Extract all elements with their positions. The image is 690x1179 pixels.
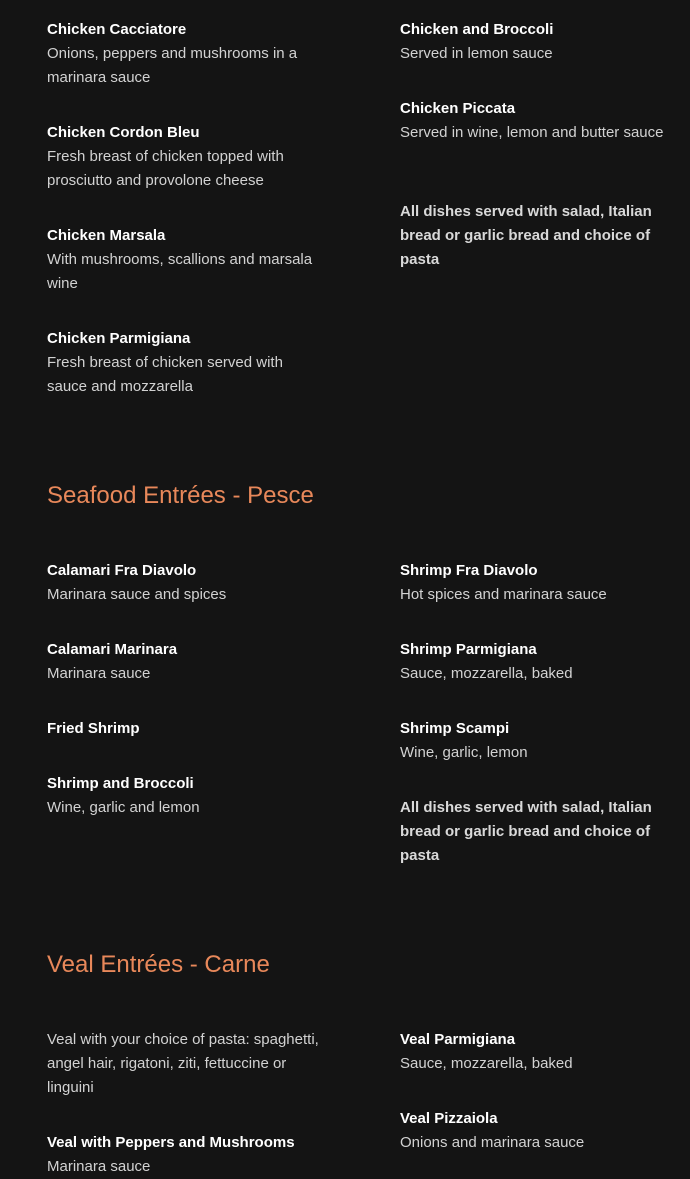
menu-item-desc: Sauce, mozzarella, baked — [400, 1055, 573, 1072]
menu-item-desc: Wine, garlic and lemon — [47, 799, 200, 816]
menu-item-desc: Sauce, mozzarella, baked — [400, 665, 573, 682]
menu-item — [47, 559, 322, 607]
menu-item-name: Shrimp Parmigiana — [400, 641, 537, 658]
menu-item-name: Shrimp Fra Diavolo — [400, 562, 538, 579]
veal-pasta-intro: Veal with your choice of pasta: spaghetti, angel hair, rigatoni, ziti, fettuccine or linguini — [47, 1031, 319, 1096]
section-title: Seafood Entrées - Pesce — [47, 482, 314, 509]
menu-item — [400, 97, 665, 145]
menu-item-desc: Onions and marinara sauce — [400, 1134, 585, 1151]
served-with-note: All dishes served with salad, Italian bread or garlic bread and choice of pasta — [400, 203, 652, 268]
menu-item-name: Chicken Piccata — [400, 100, 516, 117]
menu-item — [47, 717, 322, 741]
menu-item-name: Veal Pizzaiola — [400, 1110, 498, 1127]
menu-item-name: Chicken Marsala — [47, 227, 166, 244]
served-with-note: All dishes served with salad, Italian bread or garlic bread and choice of pasta — [400, 799, 652, 864]
menu-item — [47, 121, 322, 193]
menu-item-desc: Marinara sauce — [47, 1158, 151, 1175]
menu-item-desc: Fresh breast of chicken served with sauce and mozzarella — [47, 354, 283, 395]
section-title: Veal Entrées - Carne — [47, 951, 270, 978]
menu-item-desc: Marinara sauce and spices — [47, 586, 227, 603]
menu-item — [47, 638, 322, 686]
menu-item-desc: Onions, peppers and mushrooms in a marinara sauce — [47, 45, 298, 86]
menu-item — [400, 1107, 665, 1155]
menu-item — [47, 224, 322, 296]
menu-item-name: Calamari Marinara — [47, 641, 178, 658]
menu-item-name: Calamari Fra Diavolo — [47, 562, 197, 579]
menu-item — [400, 717, 665, 765]
menu-item-desc: Hot spices and marinara sauce — [400, 586, 607, 603]
menu-item — [47, 772, 322, 820]
menu-item — [400, 1028, 665, 1076]
menu-item-desc: Fresh breast of chicken topped with prosciutto and provolone cheese — [47, 148, 284, 189]
menu-item-name: Fried Shrimp — [47, 720, 140, 737]
menu-item-desc: Marinara sauce — [47, 665, 151, 682]
menu-item-name: Veal with Peppers and Mushrooms — [47, 1134, 295, 1151]
menu-item — [400, 18, 665, 66]
menu-item-name: Shrimp and Broccoli — [47, 775, 194, 792]
menu-item — [47, 327, 322, 399]
menu-item-name: Chicken Parmigiana — [47, 330, 191, 347]
menu-item — [400, 559, 665, 607]
menu-item-desc: Served in lemon sauce — [400, 45, 553, 62]
menu-item — [47, 18, 322, 90]
menu-item — [47, 1131, 322, 1179]
menu-item-name: Shrimp Scampi — [400, 720, 510, 737]
menu-item — [400, 638, 665, 686]
menu-item-desc: Served in wine, lemon and butter sauce — [400, 124, 664, 141]
menu-item-desc: Wine, garlic, lemon — [400, 744, 528, 761]
menu-item-name: Chicken Cacciatore — [47, 21, 187, 38]
menu-item-desc: With mushrooms, scallions and marsala wine — [47, 251, 313, 292]
menu-item-name: Chicken Cordon Bleu — [47, 124, 200, 141]
menu-item-name: Chicken and Broccoli — [400, 21, 554, 38]
menu-item-name: Veal Parmigiana — [400, 1031, 516, 1048]
